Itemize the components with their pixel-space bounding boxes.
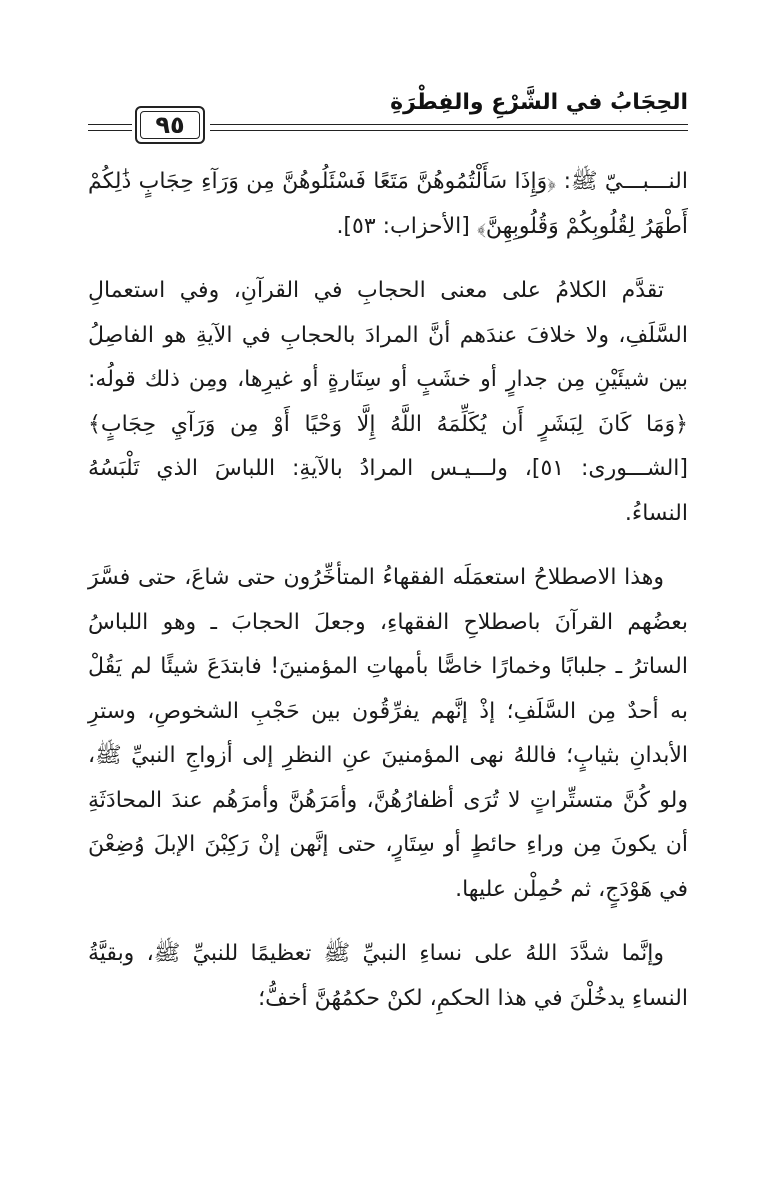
header-rule [210, 130, 688, 131]
paragraph-3: وهذا الاصطلاحُ استعمَلَه الفقهاءُ المتأخِّرُون حتى شاعَ، حتى فسَّرَ بعضُهم القرآنَ باصطلاحِ الفقهاءِ، وجعلَ الحجابَ ـ وهو اللباسُ الساترُ ـ جلبابًا وخمارًا خاصًّا بأمهاتِ المؤمنينَ! فابتدَعَ شيئًا لم يَقُلْ به أحدٌ مِن السَّلَفِ؛ إذْ إنَّهم يفرِّقُون بين حَجْبِ الشخوصِ، وسترِ الأبدانِ بثيابٍ؛ فاللهُ نهى المؤمنينَ عنِ النظرِ إلى أزواجِ النبيِّ ﷺ، ولو كُنَّ متستِّراتٍ لا تُرَى أظفارُهُنَّ، وأمَرَهُنَّ وأمرَهُم عندَ المحادَثَةِ أن يكونَ مِن وراءِ حائطٍ أو سِتَارٍ، حتى إنَّهن إنْ رَكِبْنَ الإبلَ وُضِعْنَ في هَوْدَجٍ، ثم حُمِلْن عليها. [88, 565, 688, 902]
header-rule [210, 124, 688, 125]
body-text [88, 160, 688, 1021]
paragraph-2: تقدَّم الكلامُ على معنى الحجابِ في القرآنِ، وفي استعمالِ السَّلَفِ، ولا خلافَ عندَهم أنَّ المرادَ بالحجابِ في الآيةِ هو الفاصِلُ بين شيئَيْنِ مِن جدارٍ أو خشَبٍ أو سِتَارةٍ أو غيرِها، ومِن ذلك قولُه: ﴿وَمَا كَانَ لِبَشَرٍ أَن يُكَلِّمَهُ اللَّهُ إِلَّا وَحْيًا أَوْ مِن وَرَآيِ حِجَابٍ﴾ [الشـــورى: ٥١]، ولـــيـس المرادُ بالآيةِ: اللباسَ الذي تَلْبَسُهُ النساءُ. [88, 278, 688, 526]
paragraph-4: وإنَّما شدَّدَ اللهُ على نساءِ النبيِّ ﷺ تعظيمًا للنبيِّ ﷺ، وبقيَّةُ النساءِ يدخُلْنَ في هذا الحكمِ، لكنْ حكمُهُنَّ أخفُّ؛ [88, 941, 688, 1011]
page-number-frame [135, 106, 205, 144]
page-header [88, 90, 688, 150]
running-title: الحِجَابُ في الشَّرْعِ والفِطْرَةِ [390, 90, 688, 115]
header-rule [88, 130, 132, 131]
page-number: ٩٥ [155, 111, 185, 139]
header-rule [88, 124, 132, 125]
paragraph-1: النـــبـــيّ ﷺ: ﴿وَإِذَا سَأَلْتُمُوهُنَّ مَتَعًا فَسْئَلُوهُنَّ مِن وَرَآءِ حِجَابٍ ذَٰلِكُمْ أَطْهَرُ لِقُلُوبِكُمْ وَقُلُوبِهِنَّ﴾ [الأحزاب: ٥٣]. [88, 169, 688, 239]
